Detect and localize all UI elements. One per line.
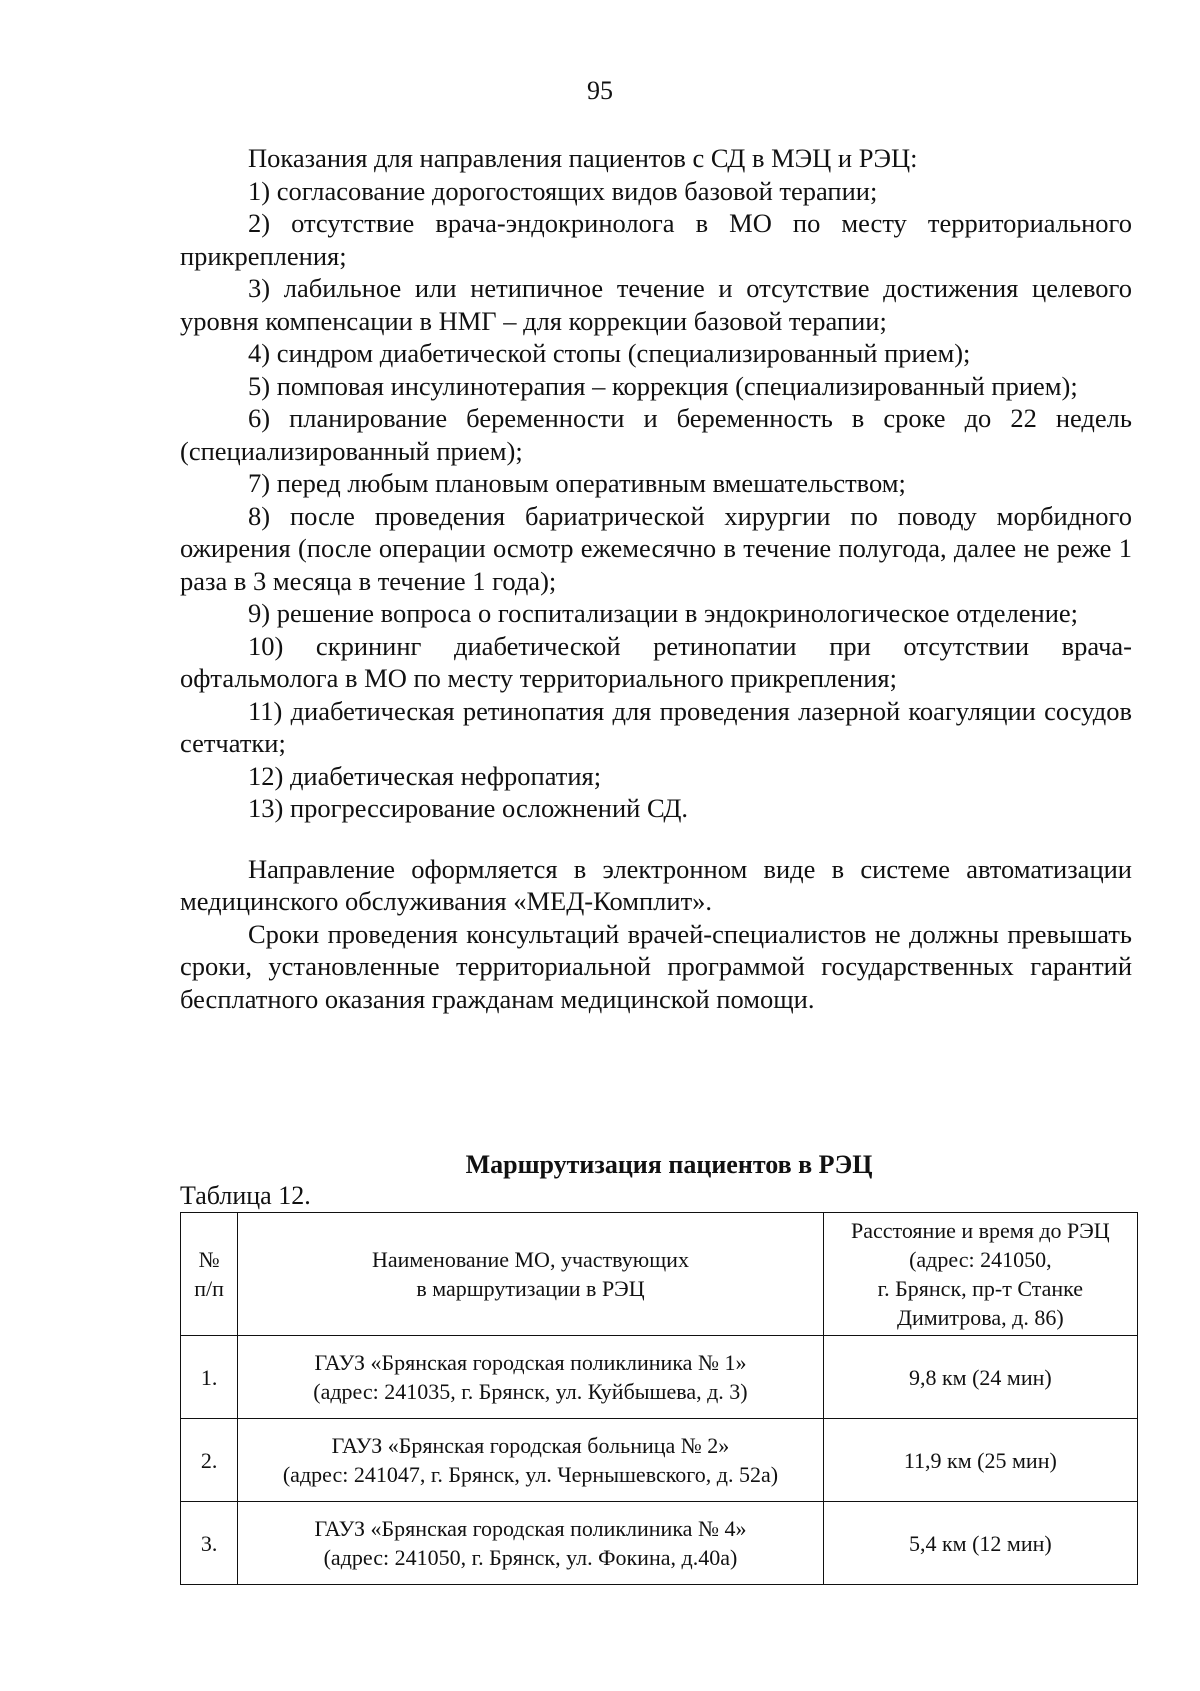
indication-item-12: 12) диабетическая нефропатия; (248, 760, 602, 791)
consultation-terms-paragraph: Сроки проведения консультаций врачей-специалистов не должны превышать сроки, установленные территориальной программой государственных гарантий бесплатного оказания гражданам медицинской помощи. (180, 918, 1132, 1014)
row-address-line: (адрес: 241050, г. Брянск, ул. Фокина, д.40а) (323, 1545, 738, 1570)
table-header-row (181, 1213, 1138, 1336)
row-address-line: (адрес: 241047, г. Брянск, ул. Чернышевского, д. 52а) (282, 1462, 779, 1487)
indication-item-4: 4) синдром диабетической стопы (специализированный прием); (248, 338, 971, 368)
header-distance-line: Расстояние и время до РЭЦ (851, 1218, 1110, 1243)
indication-item-13: 13) прогрессирование осложнений СД. (248, 793, 689, 823)
indication-item-7: 7) перед любым плановым оперативным вмешательством; (248, 468, 906, 498)
document-body (180, 142, 1132, 1015)
row-name-line: ГАУЗ «Брянская городская поликлиника № 4» (314, 1516, 747, 1541)
indication-item-2: 2) отсутствие врача-эндокринолога в МО по месту территориального прикрепления; (180, 208, 1132, 271)
referral-paragraph: Направление оформляется в электронном виде в системе автоматизации медицинского обслуживания «МЕД-Комплит». (180, 853, 1132, 916)
row-name-line: ГАУЗ «Брянская городская больница № 2» (331, 1433, 730, 1458)
header-num-line: п/п (194, 1276, 224, 1301)
row-num: 3. (181, 1502, 238, 1585)
indication-item-9: 9) решение вопроса о госпитализации в эндокринологическое отделение; (248, 598, 1079, 628)
row-num: 1. (181, 1336, 238, 1419)
table-row (181, 1336, 1138, 1419)
header-distance-line: (адрес: 241050, (909, 1247, 1052, 1272)
header-num (181, 1213, 238, 1336)
header-num-line: № (198, 1247, 220, 1272)
header-distance (823, 1213, 1137, 1336)
indication-item-11: 11) диабетическая ретинопатия для проведения лазерной коагуляции сосудов сетчатки; (180, 695, 1132, 758)
row-num: 2. (181, 1419, 238, 1502)
routing-table (180, 1212, 1138, 1585)
page-number: 95 (587, 76, 613, 105)
indication-item-6: 6) планирование беременности и беременность в сроке до 22 недель (специализированный прием); (180, 403, 1132, 466)
header-distance-line: Димитрова, д. 86) (896, 1305, 1064, 1330)
indications-heading: Показания для направления пациентов с СД в МЭЦ и РЭЦ: (248, 143, 918, 173)
row-distance: 5,4 км (12 мин) (823, 1502, 1137, 1585)
header-distance-line: г. Брянск, пр-т Станке (877, 1276, 1084, 1301)
table-title: Маршрутизация пациентов в РЭЦ (465, 1150, 873, 1179)
table-row (181, 1502, 1138, 1585)
table-label: Таблица 12. (180, 1181, 311, 1210)
indication-item-1: 1) согласование дорогостоящих видов базовой терапии; (248, 175, 878, 206)
header-name-line: в маршрутизации в РЭЦ (416, 1276, 645, 1301)
row-name (238, 1419, 823, 1502)
indication-item-8: 8) после проведения бариатрической хирургии по поводу морбидного ожирения (после операции осмотр ежемесячно в течение полугода, далее не реже 1 раза в 3 месяца в течение 1 года); (180, 500, 1132, 596)
row-name (238, 1336, 823, 1419)
row-distance: 11,9 км (25 мин) (823, 1419, 1137, 1502)
indication-item-10: 10) скрининг диабетической ретинопатии при отсутствии врача-офтальмолога в МО по месту территориального прикрепления; (180, 630, 1132, 693)
table-row (181, 1419, 1138, 1502)
header-name-line: Наименование МО, участвующих (371, 1247, 689, 1272)
row-distance: 9,8 км (24 мин) (823, 1336, 1137, 1419)
indication-item-3: 3) лабильное или нетипичное течение и отсутствие достижения целевого уровня компенсации в НМГ – для коррекции базовой терапии; (180, 273, 1132, 336)
row-name (238, 1502, 823, 1585)
header-name (238, 1213, 823, 1336)
routing-table-section (180, 1150, 1138, 1585)
row-address-line: (адрес: 241035, г. Брянск, ул. Куйбышева, д. 3) (313, 1379, 748, 1404)
row-name-line: ГАУЗ «Брянская городская поликлиника № 1» (314, 1350, 747, 1375)
indication-item-5: 5) помповая инсулинотерапия – коррекция (специализированный прием); (248, 370, 1078, 401)
